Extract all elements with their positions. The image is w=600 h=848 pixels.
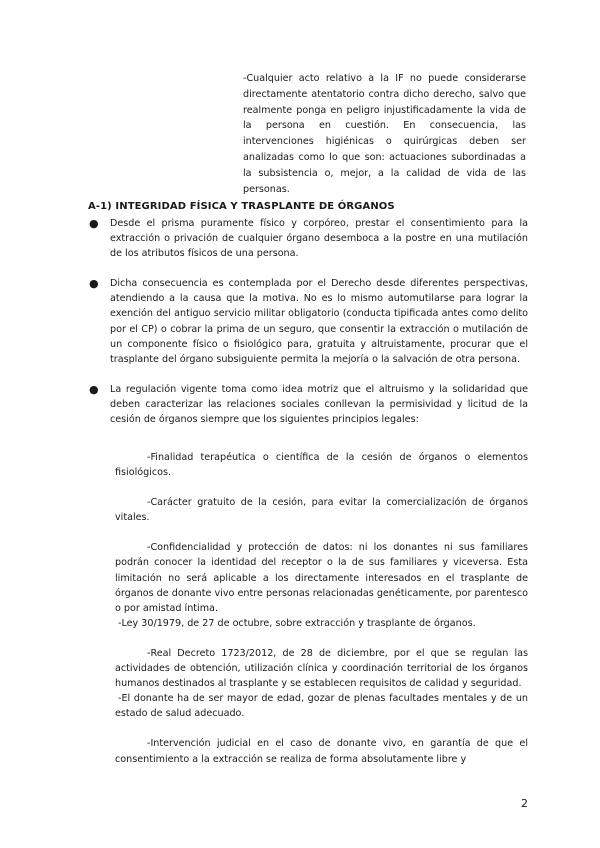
- bullet-text: La regulación vigente toma como idea motriz que el altruismo y la solidaridad que deben caracterizar las relaciones sociales conllevan la permisividad y licitud de la cesión de órganos siempre que los siguientes principios legales:: [110, 383, 528, 426]
- principle-confidencialidad: -Confidencialidad y protección de datos: ni los donantes ni sus familiares podrán conocer la identidad del receptor o la de sus familiares y viceversa. Esta limitación no será aplicable a los directamente interesados en el trasplante de órganos de donante vivo entre personas relacionadas genéticamente, por parentesco o por amistad íntima.: [115, 542, 528, 614]
- principle-finalidad: -Finalidad terapéutica o científica de la cesión de órganos o elementos fisiológicos.: [115, 452, 528, 479]
- section-heading: A-1) INTEGRIDAD FÍSICA Y TRASPLANTE DE ÓRGANOS: [88, 201, 395, 212]
- principle-real-decreto: -Real Decreto 1723/2012, de 28 de diciembre, por el que se regulan las actividades de obtención, utilización clínica y coordinación territorial de los órganos humanos destinados al trasplante y se establecen requisitos de calidad y seguridad.: [115, 647, 528, 690]
- bullet-item: [88, 216, 528, 261]
- legal-principles: [115, 450, 528, 767]
- bullet-icon: ●: [89, 277, 99, 291]
- principle-intervencion-judicial: -Intervención judicial en el caso de donante vivo, en garantía de que el consentimiento a la extracción se realiza de forma absolutamente libre y: [115, 738, 528, 765]
- page-number: 2: [521, 797, 528, 810]
- principle-donante: -El donante ha de ser mayor de edad, gozar de plenas facultades mentales y de un estado de salud adecuado.: [115, 693, 528, 720]
- bullet-text: Desde el prisma puramente físico y corpóreo, prestar el consentimiento para la extracción o privación de cualquier órgano desemboca a la postre en una mutilación de los atributos físicos de una persona.: [110, 218, 528, 260]
- bullet-list: [88, 216, 528, 427]
- bullet-item: [88, 382, 528, 427]
- principle-ley: -Ley 30/1979, de 27 de octubre, sobre extracción y trasplante de órganos.: [118, 617, 476, 629]
- bullet-item: [88, 276, 528, 367]
- bullet-icon: ●: [89, 382, 99, 396]
- bullet-text: Dicha consecuencia es contemplada por el Derecho desde diferentes perspectivas, atendiendo a la causa que la motiva. No es lo mismo automutilarse para lograr la exención del antiguo servicio militar obligatorio (conducta tipificada antes como delito por el CP) o cobrar la prima de un seguro, que consentir la extracción o mutilación de un componente físico o fisiológico para, gratuita y altruistamente, procurar que el trasplante del órgano subsiguiente permita la mejoría o la salvación de otra persona.: [110, 278, 528, 365]
- intro-paragraph: -Cualquier acto relativo a la IF no puede considerarse directamente atentatorio contra dicho derecho, salvo que realmente ponga en peligro injustificadamente la vida de la persona en cuestión. En consecuencia, las intervenciones higiénicas o quirúrgicas deben ser analizadas como lo que son: actuaciones subordinadas a la subsistencia o, mejor, a la calidad de vida de las personas.: [243, 73, 526, 195]
- principle-caracter-gratuito: -Carácter gratuito de la cesión, para evitar la comercialización de órganos vitales.: [115, 497, 528, 524]
- bullet-icon: ●: [89, 217, 99, 230]
